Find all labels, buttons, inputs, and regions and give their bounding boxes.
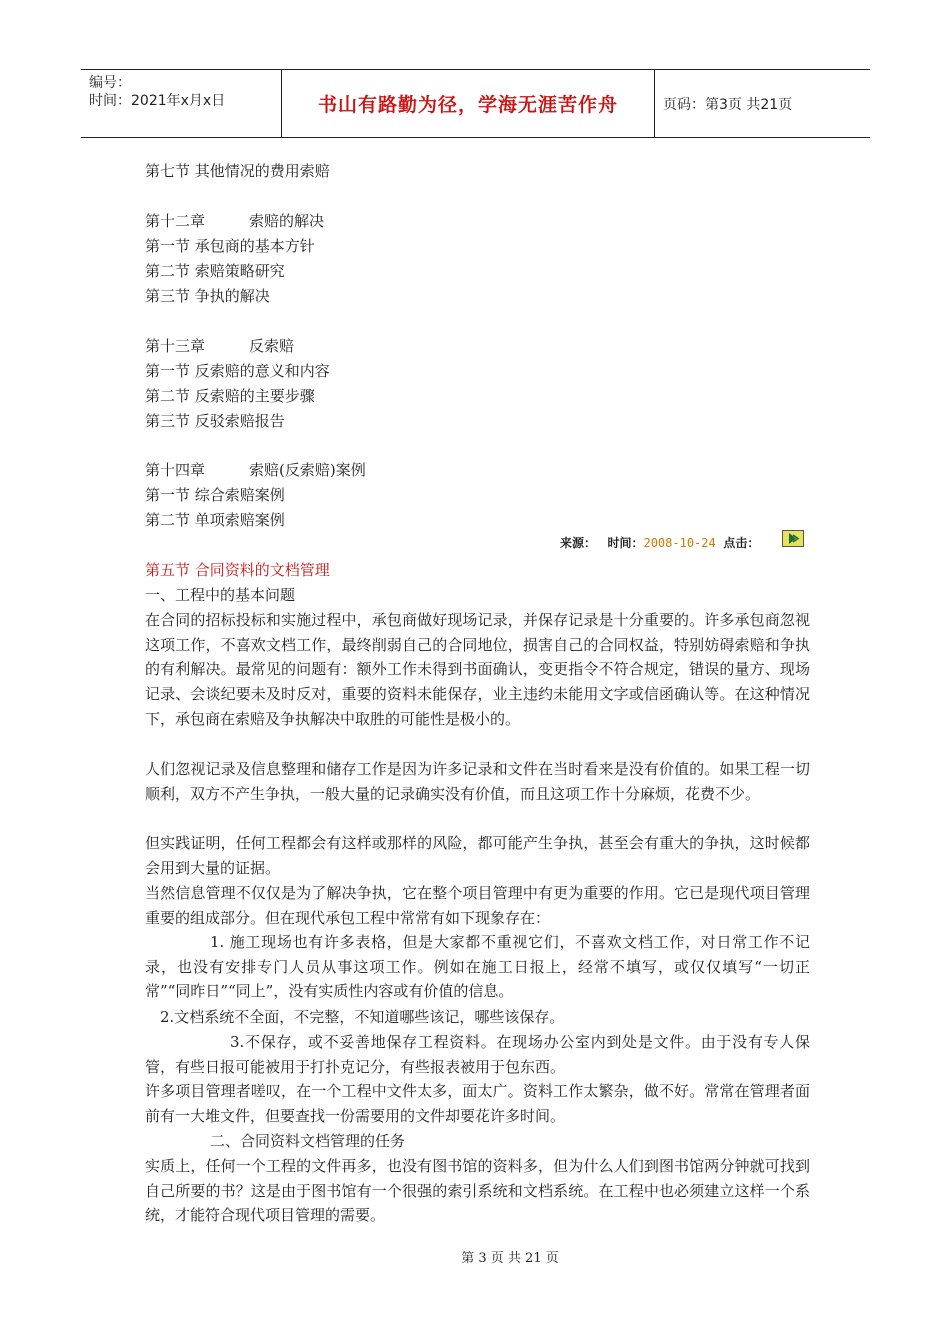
toc-item: 第一节 承包商的基本方针 (145, 237, 315, 255)
date-label: 时间：2021年x月x日 (89, 93, 226, 109)
toc-chapter (145, 336, 294, 356)
source-label: 来源： (560, 536, 597, 550)
time-label: 时间： (607, 536, 644, 550)
toc-item: 第三节 反驳索赔报告 (145, 412, 285, 430)
article-meta (560, 534, 759, 551)
paragraph: 在合同的招标投标和实施过程中，承包商做好现场记录，并保存记录是十分重要的。许多承包商忽视这项工作，不喜欢文档工作，最终削弱自己的合同地位，损害自己的合同权益，特别妨碍索赔和争执的有利解决。最常见的问题有：额外工作未得到书面确认，变更指令不符合规定，错误的量方、现场记录、会谈纪要未及时反对，重要的资料未能保存，业主违约未能用文字或信函确认等。在这种情况下，承包商在索赔及争执解决中取胜的可能性是极小的。 (145, 611, 810, 728)
chapter-number: 第十二章 (145, 212, 206, 230)
header-left-cell (81, 70, 282, 137)
list-item: 2.文档系统不全面，不完整，不知道哪些该记，哪些该保存。 (160, 1008, 565, 1026)
number-label: 编号： (89, 75, 131, 91)
chapter-number: 第十三章 (145, 337, 206, 355)
page-info: 页码：第3页 共21页 (663, 96, 793, 113)
toc-item: 第七节 其他情况的费用索赔 (145, 162, 330, 180)
chapter-title: 反索赔 (249, 337, 295, 355)
paragraph: 实质上，任何一个工程的文件再多，也没有图书馆的资料多，但为什么人们到图书馆两分钟就可找到自己所要的书？这是由于图书馆有一个很强的索引系统和文档系统。在工程中也必须建立这样一个系统，才能符合现代项目管理的需要。 (145, 1157, 810, 1225)
page-header (81, 69, 870, 138)
motto: 书山有路勤为径，学海无涯苦作舟 (317, 94, 618, 116)
subheading-tasks: 二、合同资料文档管理的任务 (210, 1132, 406, 1150)
chapter-title: 索赔的解决 (249, 212, 325, 230)
toc-item: 第三节 争执的解决 (145, 287, 270, 305)
chapter-title: 索赔(反索赔)案例 (249, 461, 366, 479)
article-date: 2008-10-24 (643, 536, 716, 550)
paragraph: 当然信息管理不仅仅是为了解决争执，它在整个项目管理中有更为重要的作用。它已是现代项目管理重要的组成部分。但在现代承包工程中常常有如下现象存在： (145, 884, 810, 927)
paragraph: 人们忽视记录及信息整理和储存工作是因为许多记录和文件在当时看来是没有价值的。如果工程一切顺利，双方不产生争执，一般大量的记录确实没有价值，而且这项工作十分麻烦，花费不少。 (145, 760, 810, 803)
section-title: 第五节 合同资料的文档管理 (145, 561, 330, 579)
chapter-number: 第十四章 (145, 461, 206, 479)
toc-item: 第二节 单项索赔案例 (145, 511, 285, 529)
list-item: 1. 施工现场也有许多表格，但是大家都不重视它们，不喜欢文档工作，对日常工作不记录，也没有安排专门人员从事这项工作。例如在施工日报上，经常不填写，或仅仅填写“一切正常”“同昨日”“同上”，没有实质性内容或有价值的信息。 (145, 933, 810, 1001)
toc-item: 第一节 综合索赔案例 (145, 486, 285, 504)
toc-item: 第二节 索赔策略研究 (145, 262, 285, 280)
toc-chapter (145, 211, 324, 231)
click-counter-icon[interactable] (782, 530, 804, 547)
page-footer: 第 3 页 共 21 页 (461, 1251, 559, 1266)
toc-item: 第二节 反索赔的主要步骤 (145, 387, 315, 405)
paragraph: 但实践证明，任何工程都会有这样或那样的风险，都可能产生争执，甚至会有重大的争执，这时候都会用到大量的证据。 (145, 834, 810, 877)
toc-chapter (145, 460, 366, 480)
subheading-basic-issues: 一、工程中的基本问题 (145, 586, 296, 604)
list-item: 3.不保存，或不妥善地保存工程资料。在现场办公室内到处是文件。由于没有专人保管，有些日报可能被用于打扑克记分，有些报表被用于包东西。 (145, 1033, 810, 1076)
header-motto-cell (282, 70, 655, 137)
header-page-info-cell (655, 70, 870, 137)
click-label: 点击： (723, 536, 760, 550)
toc-item: 第一节 反索赔的意义和内容 (145, 362, 330, 380)
paragraph: 许多项目管理者嗟叹，在一个工程中文件太多，面太广。资料工作太繁杂，做不好。常常在管理者面前有一大堆文件，但要查找一份需要用的文件却要花许多时间。 (145, 1082, 810, 1125)
